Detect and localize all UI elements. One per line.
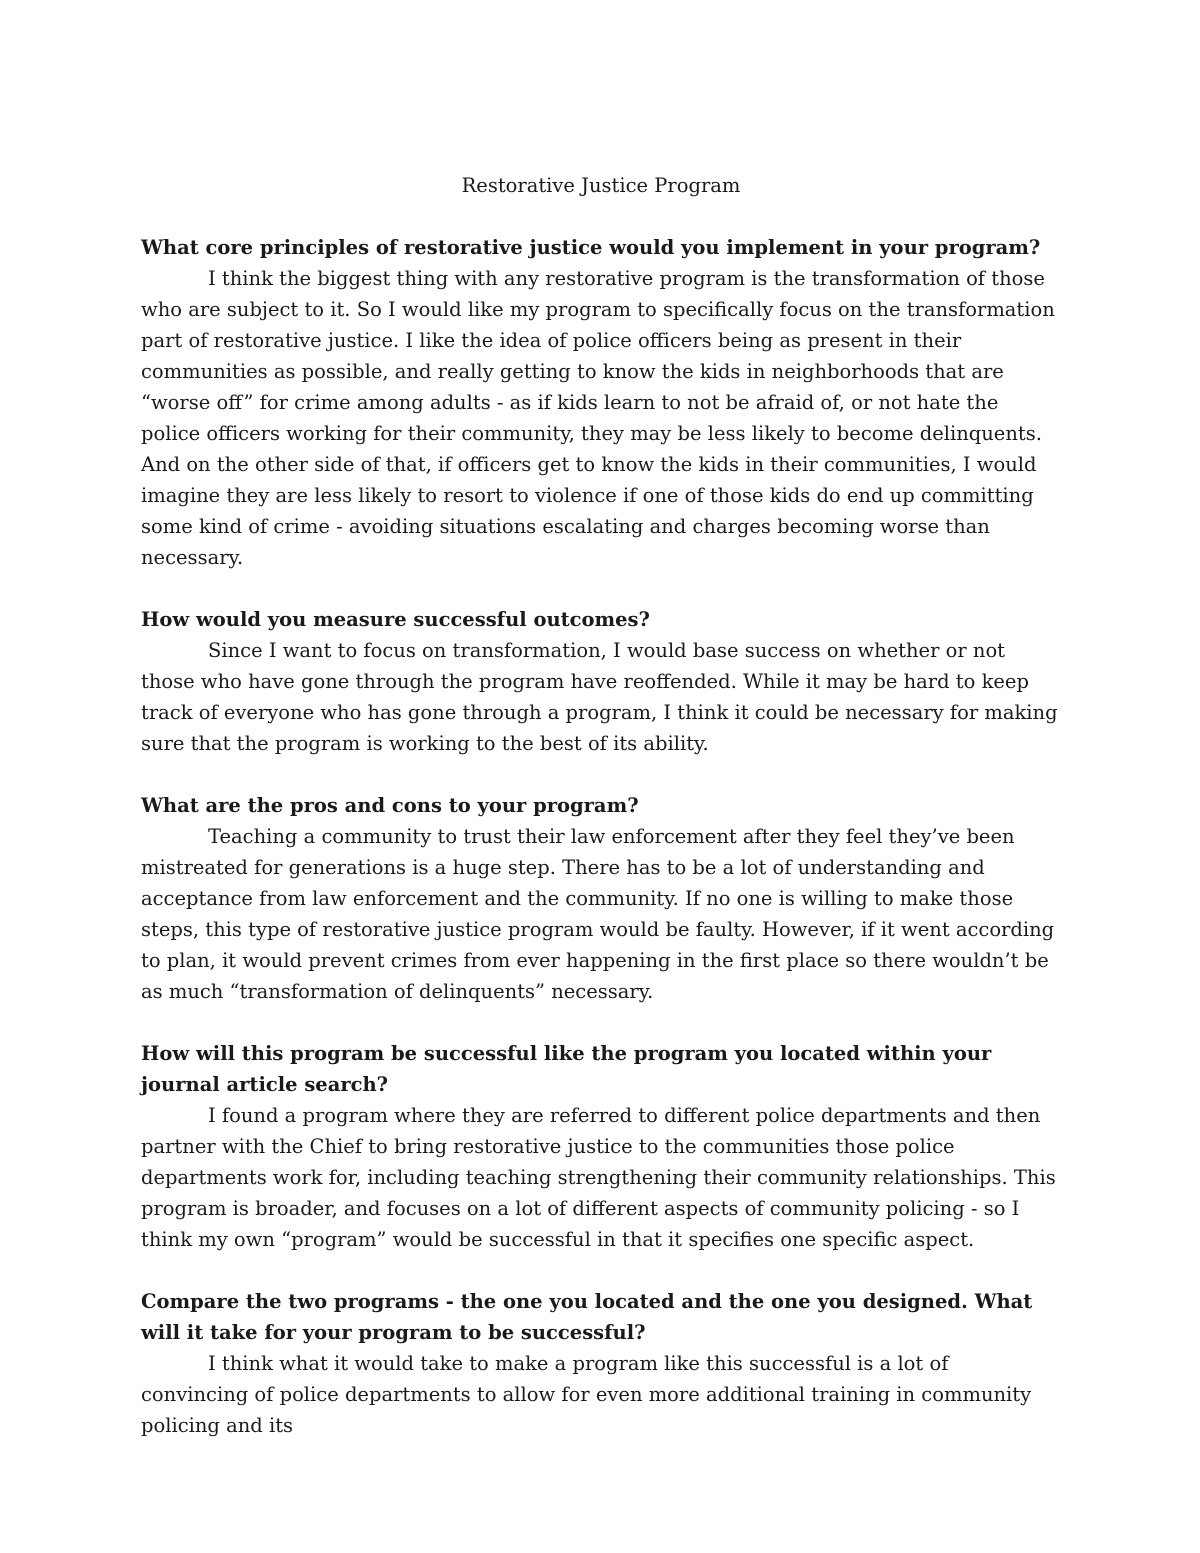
qa-section-1 <box>141 232 1061 573</box>
answer-text: I found a program where they are referred to different police departments and then partner with the Chief to bring restorative justice to the communities those police departments work for, including teaching strengthening their community relationships. This program is broader, and focuses on a lot of different aspects of community policing - so I think my own “program” would be successful in that it specifies one specific aspect. <box>141 1104 1056 1251</box>
question-text: What core principles of restorative justice would you implement in your program? <box>141 236 1041 259</box>
question-text: Compare the two programs - the one you located and the one you designed. What will it take for your program to be successful? <box>141 1290 1033 1344</box>
question-text: How will this program be successful like the program you located within your journal article search? <box>141 1042 992 1096</box>
answer-text: Teaching a community to trust their law enforcement after they feel they’ve been mistreated for generations is a huge step. There has to be a lot of understanding and acceptance from law enforcement and the community. If no one is willing to make those steps, this type of restorative justice program would be faulty. However, if it went according to plan, it would prevent crimes from ever happening in the first place so there wouldn’t be as much “transformation of delinquents” necessary. <box>141 825 1055 1003</box>
document-title: Restorative Justice Program <box>461 174 741 197</box>
qa-section-3 <box>141 790 1061 1007</box>
question-text: What are the pros and cons to your program? <box>141 794 639 817</box>
question-text: How would you measure successful outcomes? <box>141 608 650 631</box>
qa-section-2 <box>141 604 1061 759</box>
qa-section-5 <box>141 1286 1061 1441</box>
answer-text: I think the biggest thing with any restorative program is the transformation of those who are subject to it. So I would like my program to specifically focus on the transformation part of restorative justice. I like the idea of police officers being as present in their communities as possible, and really getting to know the kids in neighborhoods that are “worse off” for crime among adults - as if kids learn to not be afraid of, or not hate the police officers working for their community, they may be less likely to become delinquents. And on the other side of that, if officers get to know the kids in their communities, I would imagine they are less likely to resort to violence if one of those kids do end up committing some kind of crime - avoiding situations escalating and charges becoming worse than necessary. <box>141 267 1055 569</box>
document-page <box>141 170 1061 1472</box>
qa-section-4 <box>141 1038 1061 1255</box>
answer-text: Since I want to focus on transformation, I would base success on whether or not those who have gone through the program have reoffended. While it may be hard to keep track of everyone who has gone through a program, I think it could be necessary for making sure that the program is working to the best of its ability. <box>141 639 1058 755</box>
answer-text: I think what it would take to make a program like this successful is a lot of convincing of police departments to allow for even more additional training in community policing and its <box>141 1352 1032 1437</box>
